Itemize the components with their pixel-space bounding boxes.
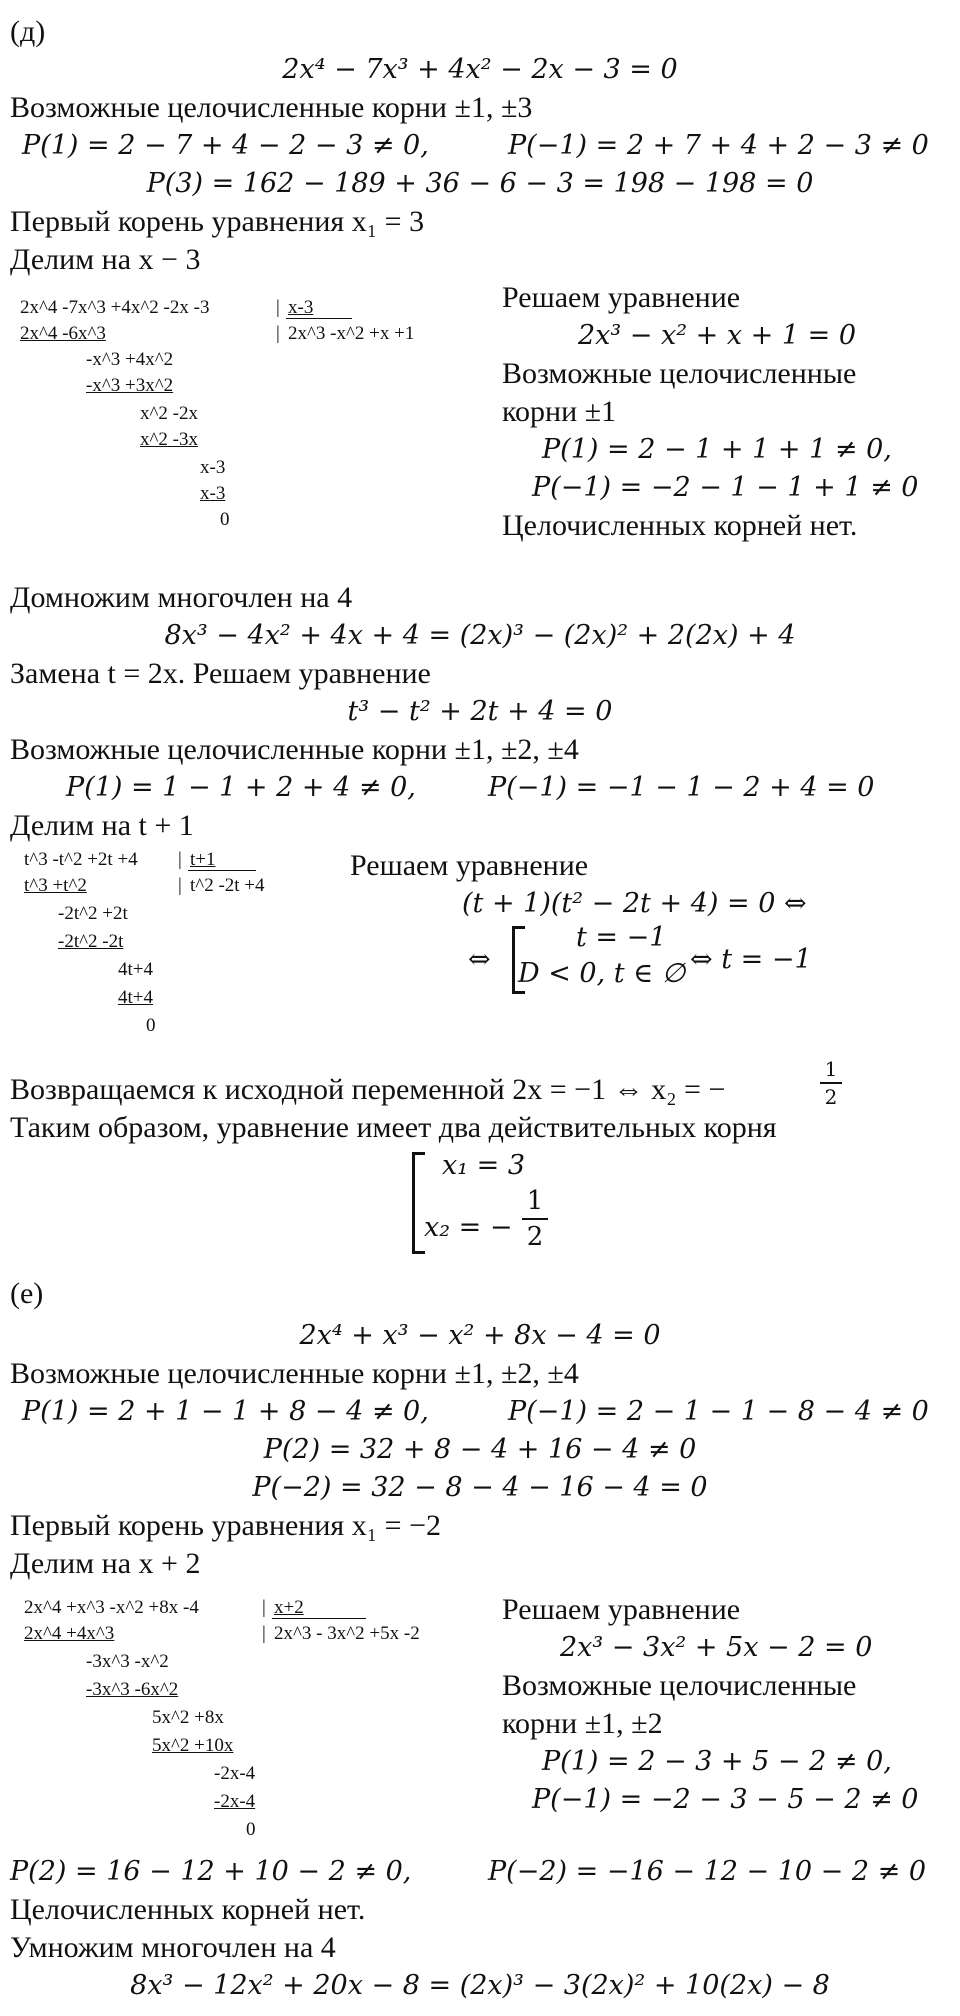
part-d-label: (д) <box>10 15 46 48</box>
division-quotient: 2x^3 - 3x^2 +5x -2 <box>274 1623 420 1644</box>
division-dividend: t^3 -t^2 +2t +4 <box>24 849 138 870</box>
part-d-t-pm1: P(−1) = −1 − 1 − 2 + 4 = 0 <box>488 772 875 803</box>
side-pm1: P(−1) = −2 − 1 − 1 + 1 ≠ 0 <box>532 472 919 503</box>
division-step: x^2 -2x <box>140 403 198 424</box>
side-candidates: корни ±1, ±2 <box>502 1707 663 1740</box>
division-remainder: 0 <box>246 1819 256 1840</box>
side-solve-label: Решаем уравнение <box>502 281 741 314</box>
division-step: -2x-4 <box>214 1763 256 1784</box>
part-d-t-divide: Делим на t + 1 <box>10 809 194 842</box>
division-bar: | <box>262 1597 266 1618</box>
division-bar: | <box>262 1623 266 1644</box>
side-solve-label: Решаем уравнение <box>502 1593 741 1626</box>
fraction-line <box>820 1082 842 1084</box>
division-quotient: t^2 -2t +4 <box>190 875 265 896</box>
fraction-numerator: 1 <box>526 1186 544 1216</box>
division-step: -2x-4 <box>214 1791 256 1812</box>
part-d-candidates: Возможные целочисленные корни ±1, ±3 <box>10 91 533 124</box>
division-divisor: x-3 <box>288 297 314 318</box>
fraction-denominator: 2 <box>526 1222 544 1252</box>
division-quotient: 2x^3 -x^2 +x +1 <box>288 323 415 344</box>
division-step: -3x^3 -6x^2 <box>86 1679 179 1700</box>
part-e-multiply: Умножим многочлен на 4 <box>10 1931 336 1964</box>
fraction-denominator: 2 <box>824 1085 838 1109</box>
side-factored: (t + 1)(t² − 2t + 4) = 0 ⇔ <box>462 888 807 919</box>
part-e-label: (е) <box>10 1277 44 1310</box>
root-1: x₁ = 3 <box>442 1150 526 1181</box>
division-step: 2x^4 -6x^3 <box>20 323 106 344</box>
division-bar: | <box>178 875 182 896</box>
division-step: 4t+4 <box>118 959 153 980</box>
part-d-multiply: Домножим многочлен на 4 <box>10 581 353 614</box>
part-d-t-p1: P(1) = 1 − 1 + 2 + 4 ≠ 0, <box>66 772 416 803</box>
part-e-candidates: Возможные целочисленные корни ±1, ±2, ±4 <box>10 1357 579 1390</box>
part-e-pm2: P(−2) = 32 − 8 − 4 − 16 − 4 = 0 <box>252 1472 708 1503</box>
part-e-mult-equation: 8x³ − 12x² + 20x − 8 = (2x)³ − 3(2x)² + 10(2x) − 8 <box>130 1970 830 2001</box>
part-d-pm1: P(−1) = 2 + 7 + 4 + 2 − 3 ≠ 0 <box>508 130 929 161</box>
division-step: -2t^2 +2t <box>58 903 128 924</box>
part-d-p3: P(3) = 162 − 189 + 36 − 6 − 3 = 198 − 198 = 0 <box>146 168 814 199</box>
division-step: -x^3 +4x^2 <box>86 349 174 370</box>
part-d-p1: P(1) = 2 − 7 + 4 − 2 − 3 ≠ 0, <box>22 130 429 161</box>
division-step: t^3 +t^2 <box>24 875 87 896</box>
division-step: x-3 <box>200 457 226 478</box>
part-d-t-equation: t³ − t² + 2t + 4 = 0 <box>347 696 613 727</box>
part-d-divide: Делим на x − 3 <box>10 243 201 276</box>
part-d-conclusion: Таким образом, уравнение имеет два действительных корня <box>10 1111 777 1144</box>
division-step: 5x^2 +8x <box>152 1707 224 1728</box>
part-d-mult-equation: 8x³ − 4x² + 4x + 4 = (2x)³ − (2x)² + 2(2x) + 4 <box>164 620 796 651</box>
part-d-equation: 2x⁴ − 7x³ + 4x² − 2x − 3 = 0 <box>282 54 678 85</box>
side-result: ⇔ t = −1 <box>690 944 812 975</box>
division-step: -3x^3 -x^2 <box>86 1651 169 1672</box>
fraction-numerator: 1 <box>824 1057 838 1081</box>
division-step: x^2 -3x <box>140 429 198 450</box>
side-solve-label: Решаем уравнение <box>350 849 589 882</box>
part-e-p1: P(1) = 2 + 1 − 1 + 8 − 4 ≠ 0, <box>22 1396 429 1427</box>
division-step: 2x^4 +4x^3 <box>24 1623 115 1644</box>
part-d-t-candidates: Возможные целочисленные корни ±1, ±2, ±4 <box>10 733 579 766</box>
system-case-1: t = −1 <box>576 922 667 953</box>
division-step: x-3 <box>200 483 226 504</box>
part-e-first-root: Первый корень уравнения x₁ = −2 <box>10 1509 442 1542</box>
system-case-2: D < 0, t ∈ ∅ <box>518 958 686 989</box>
division-divisor: t+1 <box>190 849 216 870</box>
part-e-equation: 2x⁴ + x³ − x² + 8x − 4 = 0 <box>299 1320 661 1351</box>
part-d-substitution: Замена t = 2x. Решаем уравнение <box>10 657 431 690</box>
division-remainder: 0 <box>220 509 230 530</box>
division-step: -x^3 +3x^2 <box>86 375 174 396</box>
part-e-no-roots: Целочисленных корней нет. <box>10 1893 366 1926</box>
division-bar: | <box>276 323 280 344</box>
side-equation: 2x³ − 3x² + 5x − 2 = 0 <box>560 1632 873 1663</box>
divisor-line <box>188 870 256 871</box>
division-divisor: x+2 <box>274 1597 304 1618</box>
side-no-roots: Целочисленных корней нет. <box>502 509 858 542</box>
division-bar: | <box>178 849 182 870</box>
part-d-back-substitution: Возвращаемся к исходной переменной 2x = −1 ⇔ x₂ = − <box>10 1073 726 1106</box>
side-candidates: Возможные целочисленные <box>502 1669 857 1702</box>
side-candidates: Возможные целочисленные <box>502 357 857 390</box>
part-e-divide: Делим на x + 2 <box>10 1547 201 1580</box>
divisor-line <box>272 1618 366 1619</box>
side-candidates: корни ±1 <box>502 395 617 428</box>
division-step: 5x^2 +10x <box>152 1735 234 1756</box>
division-step: 4t+4 <box>118 987 153 1008</box>
side-pm1: P(−1) = −2 − 3 − 5 − 2 ≠ 0 <box>532 1784 919 1815</box>
division-dividend: 2x^4 -7x^3 +4x^2 -2x -3 <box>20 297 210 318</box>
side-p1: P(1) = 2 − 3 + 5 − 2 ≠ 0, <box>542 1746 892 1777</box>
iff-symbol: ⇔ <box>468 944 491 975</box>
root-2: x₂ = − <box>424 1212 513 1243</box>
division-dividend: 2x^4 +x^3 -x^2 +8x -4 <box>24 1597 199 1618</box>
part-e-pm1: P(−1) = 2 − 1 − 1 − 8 − 4 ≠ 0 <box>508 1396 929 1427</box>
part-e-p2-check: P(2) = 16 − 12 + 10 − 2 ≠ 0, <box>10 1856 412 1887</box>
part-e-p2: P(2) = 32 + 8 − 4 + 16 − 4 ≠ 0 <box>263 1434 697 1465</box>
division-bar: | <box>276 297 280 318</box>
side-p1: P(1) = 2 − 1 + 1 + 1 ≠ 0, <box>542 434 892 465</box>
side-equation: 2x³ − x² + x + 1 = 0 <box>578 320 857 351</box>
divisor-line <box>286 318 352 319</box>
half-fraction <box>820 1058 842 1108</box>
division-remainder: 0 <box>146 1015 156 1036</box>
division-step: -2t^2 -2t <box>58 931 124 952</box>
fraction-line <box>522 1218 548 1220</box>
part-e-pm2-check: P(−2) = −16 − 12 − 10 − 2 ≠ 0 <box>488 1856 927 1887</box>
part-d-first-root: Первый корень уравнения x₁ = 3 <box>10 205 425 238</box>
root-2-fraction <box>522 1186 548 1252</box>
